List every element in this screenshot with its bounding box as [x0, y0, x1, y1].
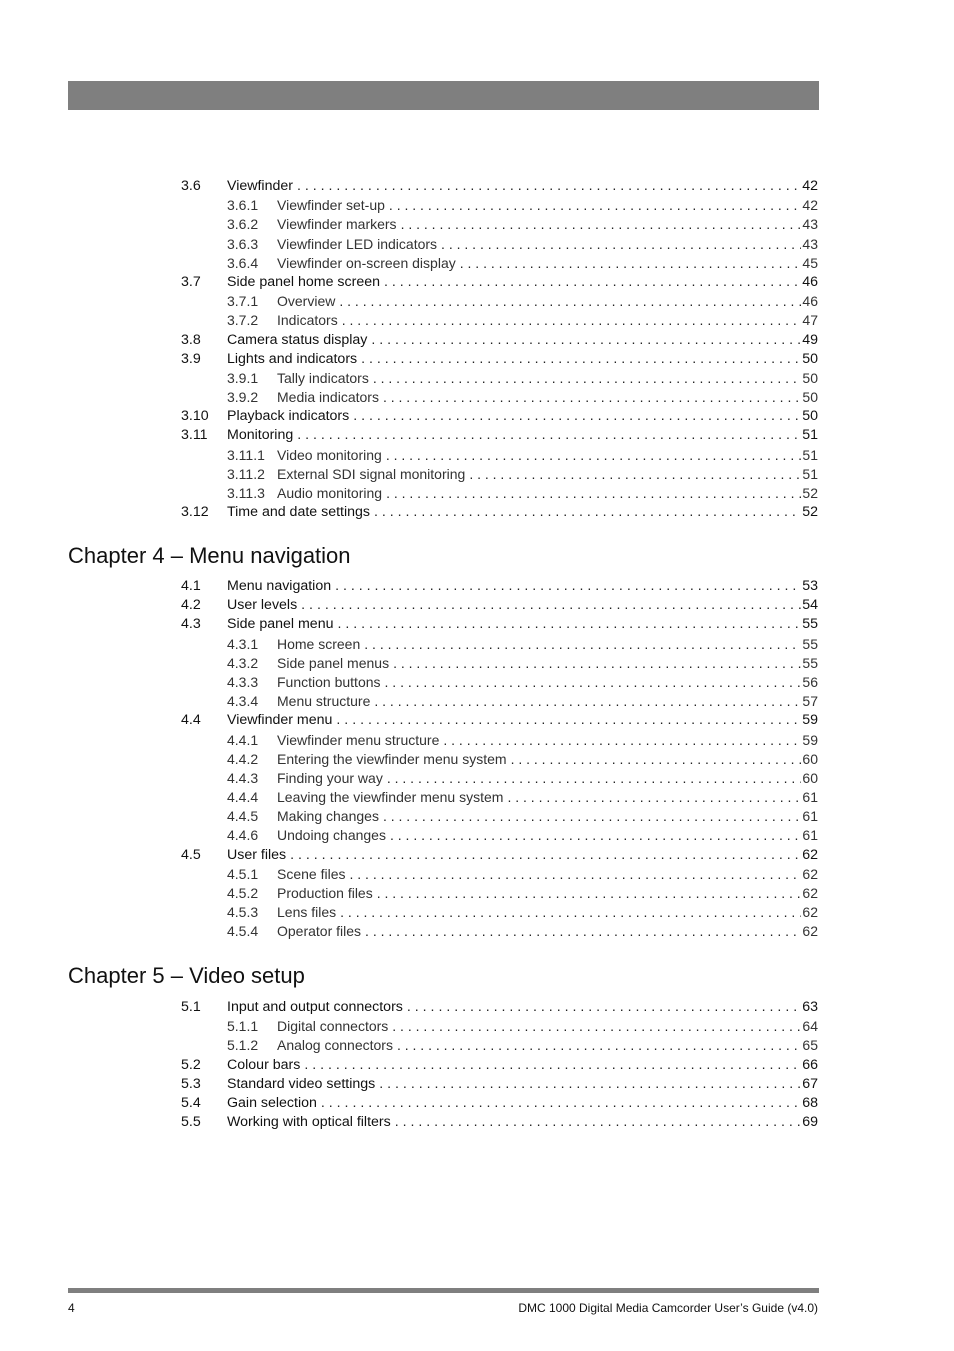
toc-entry-title: Standard video settings — [227, 1075, 376, 1092]
toc-leader-dots — [342, 311, 802, 330]
toc-entry-page: 46 — [802, 273, 818, 290]
toc-leader-dots — [374, 503, 801, 522]
toc-entry-title: Scene files — [277, 865, 346, 882]
toc-leader-dots — [337, 615, 801, 634]
toc-entry-number: 4.4.6 — [227, 827, 259, 844]
toc-entry-number: 4.5.2 — [227, 885, 259, 901]
toc-entry-number: 4.1 — [181, 578, 201, 594]
toc-entry-page: 61 — [802, 789, 818, 806]
toc-leader-dots — [335, 577, 801, 596]
toc-entry-page: 63 — [802, 999, 818, 1015]
toc-entry-title: Leaving the viewfinder menu system — [277, 789, 504, 806]
toc-subentry[interactable] — [0, 807, 954, 826]
toc-entry-title: Media indicators — [277, 389, 379, 406]
toc-entry-page: 53 — [802, 578, 818, 594]
toc-entry-number: 3.7 — [181, 273, 201, 290]
toc-entry-title: Analog connectors — [277, 1037, 393, 1054]
toc-subentry[interactable] — [0, 750, 954, 769]
toc-section — [0, 177, 954, 522]
toc-entry-page: 65 — [802, 1037, 818, 1054]
toc-entry-page: 50 — [802, 350, 818, 367]
toc-entry-title: Digital connectors — [277, 1018, 389, 1035]
toc-leader-dots — [301, 596, 801, 615]
toc-leader-dots — [385, 673, 802, 692]
toc-entry-title: Monitoring — [227, 427, 294, 444]
toc-entry[interactable] — [0, 711, 954, 730]
toc-leader-dots — [377, 884, 802, 903]
toc-entry-number: 3.9.1 — [227, 369, 259, 386]
toc-entry-page: 51 — [802, 446, 818, 463]
toc-subentry[interactable] — [0, 1017, 954, 1036]
toc-subentry[interactable] — [0, 922, 954, 941]
toc-entry-title: User levels — [227, 597, 298, 614]
toc-entry-number: 4.4.4 — [227, 789, 259, 806]
toc-subentry[interactable] — [0, 465, 954, 484]
toc-leader-dots — [336, 711, 801, 730]
toc-leader-dots — [297, 426, 801, 445]
toc-subentry[interactable] — [0, 292, 954, 311]
toc-leader-dots — [392, 1017, 801, 1036]
toc-entry-page: 56 — [802, 673, 818, 690]
toc-entry-number: 4.3.2 — [227, 654, 259, 671]
toc-leader-dots — [383, 388, 801, 407]
toc-entry-page: 55 — [802, 654, 818, 671]
toc-entry-title: Viewfinder menu — [227, 712, 333, 729]
toc-leader-dots — [397, 1036, 801, 1055]
toc-subentry[interactable] — [0, 484, 954, 503]
toc-entry[interactable] — [0, 577, 954, 596]
toc-entry-title: Viewfinder menu structure — [277, 731, 440, 748]
toc-leader-dots — [384, 273, 801, 292]
toc-entry[interactable] — [0, 1056, 954, 1075]
toc-subentry[interactable] — [0, 826, 954, 845]
toc-entry-title: Side panel menu — [227, 616, 334, 633]
toc-entry-page: 42 — [802, 178, 818, 194]
toc-entry-title: Overview — [277, 293, 336, 310]
toc-entry-page: 66 — [802, 1056, 818, 1073]
toc-entry-page: 69 — [802, 1114, 818, 1131]
toc-entry-number: 3.9 — [181, 350, 201, 367]
toc-entry[interactable] — [0, 503, 954, 522]
toc-entry-page: 49 — [802, 331, 818, 348]
toc-entry-page: 50 — [802, 408, 818, 425]
toc-entry-number: 4.4.1 — [227, 731, 259, 748]
toc-leader-dots — [321, 1094, 801, 1113]
toc-entry-number: 3.12 — [181, 504, 209, 521]
toc-entry-page: 52 — [802, 504, 818, 521]
toc-entry-page: 51 — [802, 427, 818, 444]
toc-entry-number: 3.6.4 — [227, 254, 259, 271]
toc-leader-dots — [339, 292, 801, 311]
toc-entry-page: 61 — [802, 808, 818, 825]
toc-subentry[interactable] — [0, 654, 954, 673]
toc-entry-title: Home screen — [277, 635, 361, 652]
toc-subentry[interactable] — [0, 196, 954, 215]
toc-leader-dots — [393, 654, 801, 673]
toc-subentry[interactable] — [0, 215, 954, 234]
toc-entry-title: Gain selection — [227, 1094, 317, 1111]
toc-subentry[interactable] — [0, 731, 954, 750]
toc-entry-number: 4.5.3 — [227, 904, 259, 921]
chapter-heading: Chapter 5 – Video setup — [68, 963, 305, 988]
toc-leader-dots — [379, 1075, 801, 1094]
toc-entry[interactable] — [0, 426, 954, 445]
toc-leader-dots — [373, 369, 802, 388]
toc-leader-dots — [386, 484, 801, 503]
toc-entry-page: 57 — [802, 693, 818, 710]
toc-entry-page: 42 — [802, 197, 818, 214]
toc-leader-dots — [364, 635, 801, 654]
toc-leader-dots — [387, 769, 802, 788]
toc-leader-dots — [389, 196, 802, 215]
toc-subentry[interactable] — [0, 884, 954, 903]
toc-entry-title: Finding your way — [277, 769, 383, 786]
toc-entry-title: Side panel menus — [277, 654, 390, 671]
toc-entry-number: 5.4 — [181, 1094, 201, 1111]
toc-leader-dots — [304, 1056, 801, 1075]
toc-leader-dots — [371, 331, 801, 350]
toc-entry[interactable] — [0, 1094, 954, 1113]
toc-entry-number: 3.10 — [181, 408, 209, 425]
toc-entry-number: 3.6.1 — [227, 197, 259, 214]
toc-subentry[interactable] — [0, 903, 954, 922]
toc-entry-title: User files — [227, 846, 287, 863]
toc-entry-number: 4.5 — [181, 846, 201, 863]
toc-entry-number: 3.11 — [181, 427, 208, 444]
toc-leader-dots — [443, 731, 801, 750]
toc-entry-number: 3.6 — [181, 178, 201, 194]
toc-subentry[interactable] — [0, 865, 954, 884]
toc-entry-number: 3.11.2 — [227, 465, 265, 482]
toc-subentry[interactable] — [0, 311, 954, 330]
toc-entry-number: 3.6.3 — [227, 235, 259, 252]
toc-entry-number: 4.3.4 — [227, 693, 259, 710]
toc-entry-title: Lights and indicators — [227, 350, 358, 367]
toc-entry-title: Working with optical filters — [227, 1114, 391, 1131]
toc-entry-title: Making changes — [277, 808, 379, 825]
toc-leader-dots — [460, 254, 802, 273]
toc-entry-number: 3.7.2 — [227, 312, 259, 329]
toc-entry[interactable] — [0, 1075, 954, 1094]
toc-leader-dots — [511, 750, 802, 769]
toc-entry[interactable] — [0, 998, 954, 1017]
toc-subentry[interactable] — [0, 388, 954, 407]
toc-entry-number: 3.8 — [181, 331, 201, 348]
toc-entry-title: Viewfinder set-up — [277, 197, 385, 214]
toc-entry-title: Side panel home screen — [227, 273, 381, 290]
toc-entry-number: 4.3.1 — [227, 635, 259, 652]
toc-subentry[interactable] — [0, 1036, 954, 1055]
toc-entry[interactable] — [0, 596, 954, 615]
toc-entry[interactable] — [0, 1113, 954, 1132]
toc-entry-title: Menu structure — [277, 693, 371, 710]
toc-entry[interactable] — [0, 615, 954, 634]
toc-entry-page: 59 — [802, 731, 818, 748]
toc-entry-number: 4.3 — [181, 616, 201, 633]
toc-entry-number: 4.5.1 — [227, 865, 259, 882]
toc-entry-page: 68 — [802, 1094, 818, 1111]
toc-subentry[interactable] — [0, 788, 954, 807]
footer-document-title: DMC 1000 Digital Media Camcorder User’s Guide (v4.0) — [518, 1301, 818, 1315]
toc-entry-number: 4.4.2 — [227, 750, 259, 767]
toc-entry-page: 61 — [802, 827, 818, 844]
toc-entry-title: Colour bars — [227, 1056, 301, 1073]
toc-leader-dots — [340, 903, 801, 922]
toc-subentry[interactable] — [0, 635, 954, 654]
toc-entry-title: Input and output connectors — [227, 999, 403, 1015]
toc-entry-page: 54 — [802, 597, 818, 614]
toc-entry-number: 4.5.4 — [227, 923, 259, 940]
toc-entry-page: 62 — [802, 846, 818, 863]
toc-entry[interactable] — [0, 846, 954, 865]
toc-leader-dots — [365, 922, 801, 941]
toc-entry-title: Function buttons — [277, 673, 381, 690]
toc-entry-title: Audio monitoring — [277, 485, 383, 501]
toc-subentry[interactable] — [0, 235, 954, 254]
toc-leader-dots — [297, 177, 801, 196]
toc-entry-number: 5.1.1 — [227, 1018, 259, 1035]
toc-leader-dots — [407, 998, 801, 1017]
toc-entry-page: 60 — [802, 750, 818, 767]
toc-subentry[interactable] — [0, 692, 954, 711]
toc-entry-title: Entering the viewfinder menu system — [277, 750, 507, 767]
toc-entry-number: 3.9.2 — [227, 389, 259, 406]
toc-entry-page: 59 — [802, 712, 818, 729]
toc-leader-dots — [441, 235, 801, 254]
footer-rule — [68, 1288, 819, 1293]
toc-entry-page: 52 — [802, 485, 818, 501]
toc-entry-number: 4.3.3 — [227, 673, 259, 690]
toc-leader-dots — [395, 1113, 801, 1132]
toc-entry-page: 55 — [802, 635, 818, 652]
toc-entry-page: 55 — [802, 616, 818, 633]
toc-entry-number: 5.5 — [181, 1114, 201, 1131]
toc-entry-title: Tally indicators — [277, 369, 369, 386]
toc-entry-number: 4.4.5 — [227, 808, 259, 825]
toc-entry-page: 50 — [802, 369, 818, 386]
toc-leader-dots — [361, 350, 801, 369]
toc-subentry[interactable] — [0, 769, 954, 788]
toc-entry-page: 67 — [802, 1075, 818, 1092]
toc-entry-number: 3.11.3 — [227, 485, 265, 501]
toc-entry-page: 64 — [802, 1018, 818, 1035]
toc-entry-page: 51 — [802, 465, 818, 482]
toc-leader-dots — [383, 807, 801, 826]
footer-page-number: 4 — [68, 1301, 75, 1315]
toc-entry-title: Viewfinder — [227, 178, 293, 194]
toc-leader-dots — [353, 407, 801, 426]
header-bar — [68, 81, 819, 110]
toc-leader-dots — [349, 865, 801, 884]
toc-entry-number: 4.2 — [181, 597, 201, 614]
toc-entry-title: Lens files — [277, 904, 337, 921]
toc-leader-dots — [401, 215, 802, 234]
toc-entry-page: 62 — [802, 904, 818, 921]
toc-entry-page: 46 — [802, 293, 818, 310]
toc-entry-page: 62 — [802, 885, 818, 901]
toc-entry-title: Time and date settings — [227, 504, 371, 521]
toc-entry-number: 3.6.2 — [227, 216, 259, 233]
toc-entry-number: 5.2 — [181, 1056, 201, 1073]
toc-entry-title: External SDI signal monitoring — [277, 465, 466, 482]
toc-entry-page: 45 — [802, 254, 818, 271]
toc-entry-page: 62 — [802, 865, 818, 882]
toc-entry-page: 43 — [802, 235, 818, 252]
toc-entry-title: Viewfinder on-screen display — [277, 254, 456, 271]
toc-subentry[interactable] — [0, 369, 954, 388]
toc-subentry[interactable] — [0, 673, 954, 692]
toc-entry[interactable] — [0, 350, 954, 369]
toc-entry-number: 4.4 — [181, 712, 201, 729]
toc-entry-title: Viewfinder markers — [277, 216, 397, 233]
toc-entry[interactable] — [0, 177, 954, 196]
toc-entry[interactable] — [0, 407, 954, 426]
toc-subentry[interactable] — [0, 446, 954, 465]
toc-entry-title: Production files — [277, 885, 373, 901]
toc-subentry[interactable] — [0, 254, 954, 273]
toc-entry-title: Camera status display — [227, 331, 368, 348]
toc-entry-title: Operator files — [277, 923, 362, 940]
toc-leader-dots — [390, 826, 801, 845]
toc-leader-dots — [507, 788, 801, 807]
toc-entry-page: 43 — [802, 216, 818, 233]
toc-entry-title: Viewfinder LED indicators — [277, 235, 438, 252]
toc-entry[interactable] — [0, 331, 954, 350]
toc-entry-page: 62 — [802, 923, 818, 940]
chapter-heading: Chapter 4 – Menu navigation — [68, 543, 351, 568]
toc-entry-number: 5.1 — [181, 999, 201, 1015]
toc-entry-page: 60 — [802, 769, 818, 786]
toc-entry-title: Indicators — [277, 312, 338, 329]
toc-section — [0, 998, 954, 1132]
toc-entry-title: Undoing changes — [277, 827, 386, 844]
toc-entry-title: Menu navigation — [227, 578, 332, 594]
toc-leader-dots — [386, 446, 802, 465]
toc-entry-page: 47 — [802, 312, 818, 329]
toc-leader-dots — [290, 846, 801, 865]
toc-leader-dots — [374, 692, 801, 711]
toc-entry-page: 50 — [802, 389, 818, 406]
toc-entry[interactable] — [0, 273, 954, 292]
toc-entry-number: 3.11.1 — [227, 446, 265, 463]
toc-entry-number: 5.1.2 — [227, 1037, 259, 1054]
toc-entry-title: Playback indicators — [227, 408, 350, 425]
toc-entry-number: 5.3 — [181, 1075, 201, 1092]
toc-section — [0, 577, 954, 942]
toc-entry-number: 3.7.1 — [227, 293, 259, 310]
toc-entry-title: Video monitoring — [277, 446, 382, 463]
toc-leader-dots — [469, 465, 801, 484]
toc-entry-number: 4.4.3 — [227, 769, 259, 786]
